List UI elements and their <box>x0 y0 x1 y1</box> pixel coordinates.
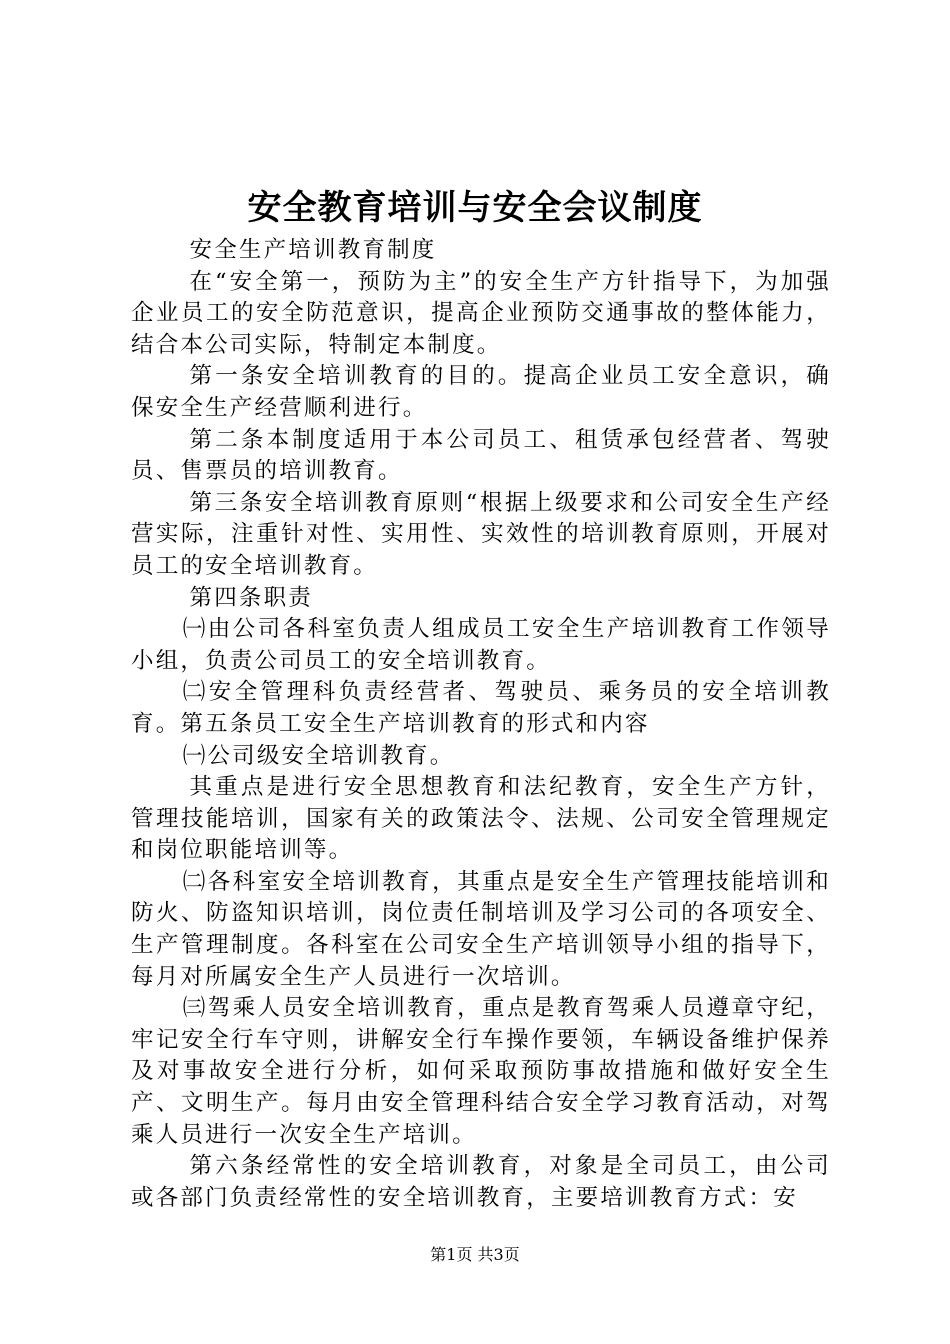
document-body <box>131 235 831 1214</box>
article-5-item-2: ㈡各科室安全培训教育，其重点是安全生产管理技能培训和防火、防盗知识培训，岗位责任制培训及学习公司的各项安全、生产管理制度。各科室在公司安全生产培训领导小组的指导下，每月对所属安全生产人员进行一次培训。 <box>131 868 831 990</box>
paragraph-heading: 安全生产培训教育制度 <box>189 237 437 263</box>
article-5-item-1-detail: 其重点是进行安全思想教育和法纪教育，安全生产方针，管理技能培训，国家有关的政策法令、法规、公司安全管理规定和岗位职能培训等。 <box>131 774 831 864</box>
article-5-item-3: ㈢驾乘人员安全培训教育，重点是教育驾乘人员遵章守纪，牢记安全行车守则，讲解安全行车操作要领，车辆设备维护保养及对事故安全进行分析，如何采取预防事故措施和做好安全生产、文明生产。每月由安全管理科结合安全学习教育活动，对驾乘人员进行一次安全生产培训。 <box>131 995 831 1148</box>
page-number-footer: 第1页 共3页 <box>430 1245 520 1264</box>
paragraph: 在“安全第一，预防为主”的安全生产方针指导下，为加强企业员工的安全防范意识，提高企业预防交通事故的整体能力，结合本公司实际，特制定本制度。 <box>131 268 831 358</box>
article-4-heading: 第四条职责 <box>189 584 314 611</box>
article-1: 第一条安全培训教育的目的。提高企业员工安全意识，确保安全生产经营顺利进行。 <box>131 363 831 421</box>
document-title: 安全教育培训与安全会议制度 <box>247 188 703 228</box>
article-6: 第六条经常性的安全培训教育，对象是全司员工，由公司或各部门负责经常性的安全培训教育，主要培训教育方式：安 <box>131 1153 831 1211</box>
article-5-item-1: ㈠公司级安全培训教育。 <box>182 742 455 769</box>
article-3: 第三条安全培训教育原则“根据上级要求和公司安全生产经营实际，注重针对性、实用性、实效性的培训教育原则，开展对员工的安全培训教育。 <box>131 489 831 579</box>
article-4-item-2: ㈡安全管理科负责经营者、驾驶员、乘务员的安全培训教育。第五条员工安全生产培训教育的形式和内容 <box>131 679 831 737</box>
article-2: 第二条本制度适用于本公司员工、租赁承包经营者、驾驶员、售票员的培训教育。 <box>131 426 831 485</box>
article-4-item-1: ㈠由公司各科室负责人组成员工安全生产培训教育工作领导小组，负责公司员工的安全培训教育。 <box>131 616 831 674</box>
